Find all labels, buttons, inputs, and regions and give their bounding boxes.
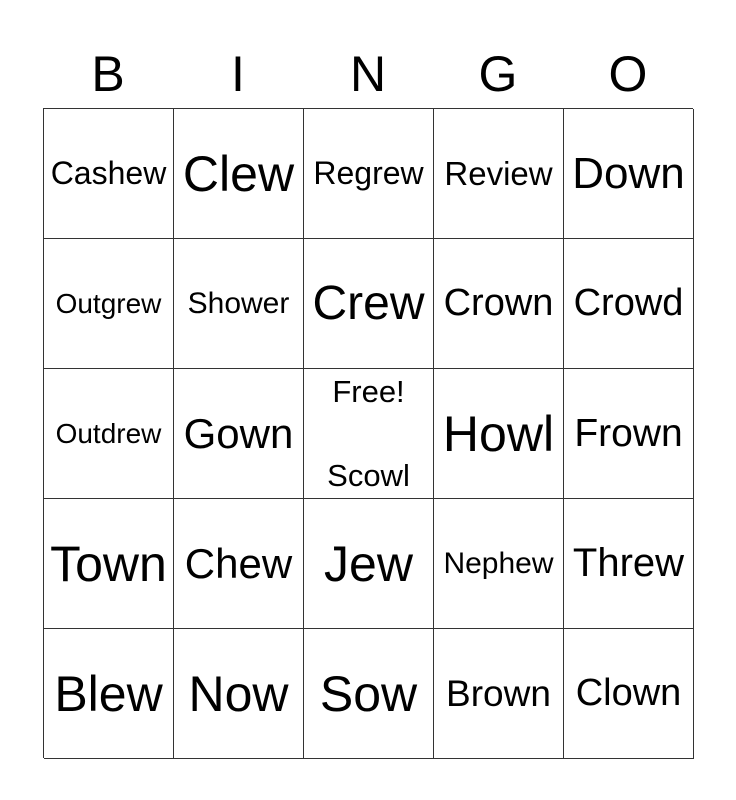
- bingo-cell[interactable]: [304, 109, 434, 239]
- bingo-cell[interactable]: [174, 629, 304, 759]
- cell-word: Crown: [443, 282, 554, 324]
- cell-word: Review: [444, 154, 553, 192]
- cell-word: Shower: [187, 286, 290, 320]
- cell-word: Clown: [575, 672, 682, 714]
- cell-word: Blew: [54, 665, 163, 722]
- bingo-board: [43, 108, 693, 758]
- cell-word: Down: [572, 148, 685, 198]
- bingo-cell[interactable]: [174, 239, 304, 369]
- header-letter-i: I: [231, 46, 245, 102]
- cell-word: Town: [50, 535, 167, 592]
- bingo-cell[interactable]: [434, 109, 564, 239]
- cell-word: Outdrew: [55, 417, 162, 449]
- cell-word: Jew: [324, 535, 413, 592]
- cell-word: Clew: [182, 145, 295, 202]
- cell-word: Gown: [183, 409, 294, 457]
- bingo-cell[interactable]: [434, 499, 564, 629]
- header-letter-n: N: [349, 46, 387, 102]
- cell-word: Crew: [312, 277, 425, 330]
- cell-word: Now: [188, 665, 289, 722]
- cell-word: Cashew: [50, 155, 167, 191]
- cell-word: Outgrew: [55, 287, 162, 319]
- cell-word: Chew: [184, 539, 293, 587]
- cell-word: Nephew: [443, 546, 554, 580]
- bingo-cell[interactable]: [304, 239, 434, 369]
- cell-word: Brown: [446, 672, 551, 714]
- bingo-cell[interactable]: [434, 239, 564, 369]
- bingo-cell[interactable]: [434, 369, 564, 499]
- bingo-cell[interactable]: [564, 369, 694, 499]
- bingo-cell[interactable]: [564, 629, 694, 759]
- bingo-cell[interactable]: [174, 109, 304, 239]
- bingo-cell[interactable]: [174, 499, 304, 629]
- bingo-cell[interactable]: [564, 499, 694, 629]
- header-letter-b: B: [91, 46, 125, 102]
- bingo-cell[interactable]: [44, 239, 174, 369]
- bingo-header: [43, 40, 693, 108]
- bingo-cell[interactable]: [44, 499, 174, 629]
- bingo-cell[interactable]: [304, 499, 434, 629]
- header-letter-g: G: [478, 46, 518, 102]
- bingo-cell[interactable]: [564, 109, 694, 239]
- free-space-label: Free!: [332, 373, 405, 409]
- cell-word: Crowd: [573, 282, 684, 324]
- bingo-cell[interactable]: [564, 239, 694, 369]
- cell-word: Sow: [319, 665, 418, 722]
- cell-word: Scowl: [327, 457, 410, 493]
- cell-word: Frown: [574, 411, 683, 455]
- free-space-cell[interactable]: [304, 369, 434, 499]
- bingo-cell[interactable]: [434, 629, 564, 759]
- bingo-cell[interactable]: [44, 109, 174, 239]
- header-letter-o: O: [608, 46, 648, 102]
- cell-word: Howl: [442, 405, 555, 462]
- bingo-cell[interactable]: [44, 629, 174, 759]
- bingo-cell[interactable]: [44, 369, 174, 499]
- bingo-cell[interactable]: [304, 629, 434, 759]
- cell-word: Regrew: [313, 155, 424, 191]
- cell-word: Threw: [572, 541, 685, 585]
- bingo-cell[interactable]: [174, 369, 304, 499]
